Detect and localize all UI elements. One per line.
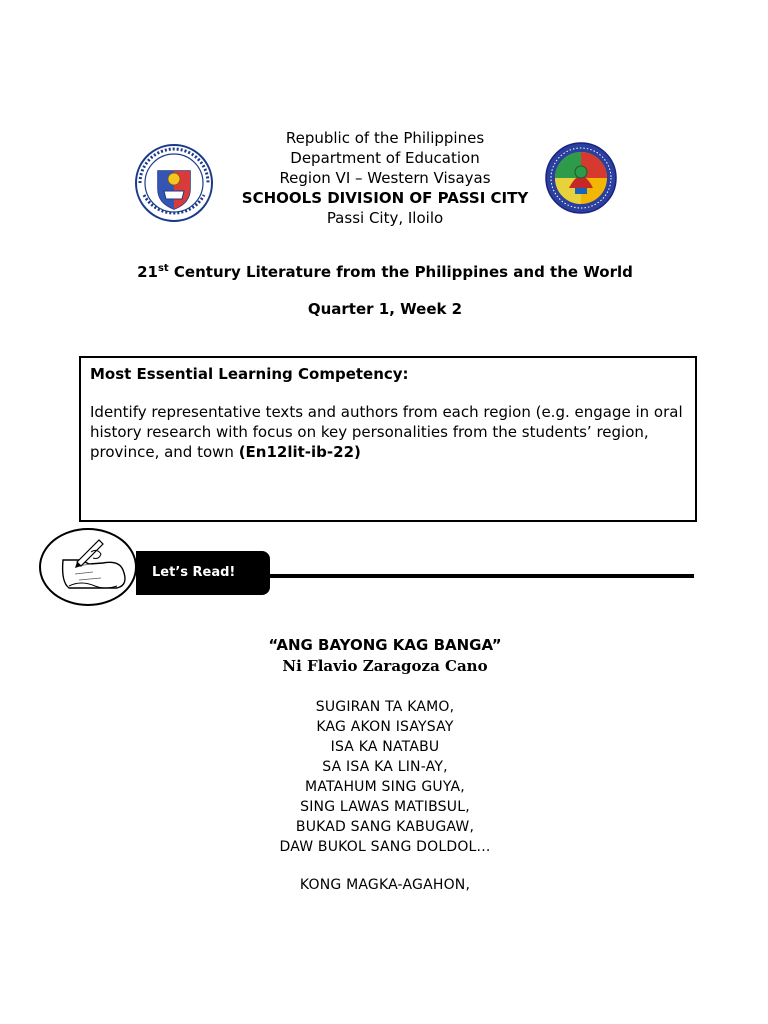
poem-title: “ANG BAYONG KAG BANGA” xyxy=(268,636,502,654)
poem-line: SUGIRAN TA KAMO, xyxy=(315,699,455,715)
poem-line: DAW BUKOL SANG DOLDOL... xyxy=(279,839,491,855)
poem-line: BUKAD SANG KABUGAW, xyxy=(295,819,475,835)
sdo-passi-seal-icon xyxy=(545,142,617,214)
poem-line: KONG MAGKA-AGAHON, xyxy=(299,877,471,893)
poem-line: MATAHUM SING GUYA, xyxy=(305,779,465,795)
poem-stanza-2 xyxy=(60,875,710,895)
poem-line: KAG AKON ISAYSAY xyxy=(316,719,454,735)
melc-heading: Most Essential Learning Competency: xyxy=(90,365,409,383)
poem-line: SA ISA KA LIN-AY, xyxy=(322,759,448,775)
melc-text: Identify representative texts and authors from each region (e.g. engage in oral history research with focus on key personalities from the students’ region, province, and town xyxy=(90,403,683,461)
header-republic: Republic of the Philippines xyxy=(285,129,485,147)
header-department: Department of Education xyxy=(290,149,480,167)
course-title-ordinal: st xyxy=(157,263,169,274)
header-region: Region VI – Western Visayas xyxy=(279,169,491,187)
poem-author: Ni Flavio Zaragoza Cano xyxy=(282,657,488,675)
lets-read-label: Let’s Read! xyxy=(136,551,270,595)
course-title-number: 21 xyxy=(137,263,158,281)
melc-body xyxy=(90,402,686,462)
reading-hand-icon-frame xyxy=(39,528,137,606)
poem-stanza-1 xyxy=(60,697,710,857)
melc-code: (En12lit-ib-22) xyxy=(238,443,361,461)
melc-box xyxy=(79,356,697,522)
deped-seal-icon xyxy=(134,143,214,223)
writing-hand-icon xyxy=(41,530,135,604)
document-header xyxy=(200,128,570,228)
lets-read-banner xyxy=(36,528,696,608)
course-title-text: Century Literature from the Philippines and the World xyxy=(168,263,633,281)
poem-line: ISA KA NATABU xyxy=(330,739,440,755)
quarter-week: Quarter 1, Week 2 xyxy=(307,300,463,318)
course-title xyxy=(60,263,710,281)
header-city: Passi City, Iloilo xyxy=(326,209,444,227)
header-division: SCHOOLS DIVISION OF PASSI CITY xyxy=(241,189,529,207)
poem-line: SING LAWAS MATIBSUL, xyxy=(300,799,470,815)
banner-rule xyxy=(270,574,694,578)
